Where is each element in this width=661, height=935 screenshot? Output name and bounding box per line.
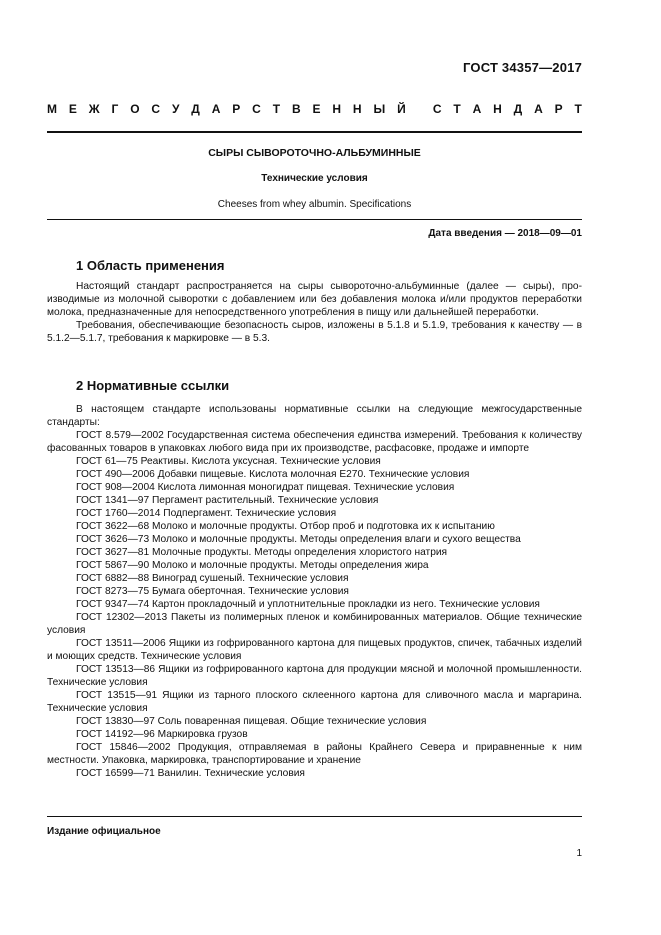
- banner-letter: А: [472, 102, 482, 116]
- document-title: СЫРЫ СЫВОРОТОЧНО-АЛЬБУМИННЫЕ: [208, 147, 421, 159]
- banner-letter: М: [47, 102, 57, 116]
- reference-item: ГОСТ 3626—73 Молоко и молочные продукты. Методы определения влаги и сухого вещества: [76, 534, 521, 545]
- banner-letter: С: [252, 102, 261, 116]
- reference-item: ГОСТ 5867—90 Молоко и молочные продукты. Методы определения жира: [76, 560, 429, 571]
- reference-item: ГОСТ 14192—96 Маркировка грузов: [76, 729, 248, 740]
- banner-letter: Г: [111, 102, 119, 116]
- paragraph: Настоящий стандарт распространяется на сыры сывороточно-альбуминные (далее — сыры), производимые из молочной сыворотки с добавлением или без добавления молока и/или продуктов переработки молока, предназначенные для непосредственного употребления в пищу или дальнейшей переработки.: [47, 281, 582, 318]
- footer-rule: [47, 816, 582, 817]
- banner-letter: С: [432, 102, 442, 116]
- reference-item: ГОСТ 13830—97 Соль поваренная пищевая. Общие технические условия: [76, 716, 427, 727]
- banner-letter: Н: [332, 102, 342, 116]
- reference-item: ГОСТ 1341—97 Пергамент растительный. Технические условия: [76, 495, 379, 506]
- section-2-body: [47, 403, 582, 780]
- banner-letter: Р: [554, 102, 563, 116]
- banner-letter: А: [534, 102, 543, 116]
- reference-item: ГОСТ 15846—2002 Продукция, отправляемая в районы Крайнего Севера и приравненные к ним местности. Упаковка, маркировка, транспортирование и хранение: [47, 742, 582, 766]
- banner-letter: Д: [513, 102, 523, 116]
- banner-letter: Р: [232, 102, 241, 116]
- gost-number: ГОСТ 34357—2017: [463, 60, 582, 75]
- banner-letter: Т: [453, 102, 461, 116]
- header-rule: [47, 131, 582, 133]
- reference-item: ГОСТ 9347—74 Картон прокладочный и уплотнительные прокладки из него. Технические условия: [76, 599, 540, 610]
- reference-item: ГОСТ 16599—71 Ванилин. Технические условия: [76, 768, 305, 779]
- banner-letter: У: [171, 102, 180, 116]
- banner-letter: Ж: [88, 102, 100, 116]
- banner-letter: Е: [68, 102, 77, 116]
- reference-item: ГОСТ 12302—2013 Пакеты из полимерных пленок и комбинированных материалов. Общие технические условия: [47, 612, 582, 636]
- title-rule: [47, 219, 582, 220]
- reference-item: ГОСТ 13513—86 Ящики из гофрированного картона для продукции мясной и молочной промышленности. Технические условия: [47, 664, 582, 688]
- banner-letter: А: [211, 102, 221, 116]
- reference-item: ГОСТ 490—2006 Добавки пищевые. Кислота молочная Е270. Технические условия: [76, 469, 470, 480]
- banner-letter: [418, 102, 421, 116]
- banner-letter: Т: [272, 102, 281, 116]
- banner-letter: Й: [397, 102, 406, 116]
- reference-item: ГОСТ 8.579—2002 Государственная система обеспечения единства измерений. Требования к количеству фасованных товаров в упаковках любого вида при их производстве, расфасовке, продаже и импорте: [47, 430, 582, 454]
- page-number: 1: [576, 848, 582, 859]
- reference-item: ГОСТ 3627—81 Молочные продукты. Методы определения хлористого натрия: [76, 547, 448, 558]
- english-title: Cheeses from whey albumin. Specifications: [217, 199, 412, 210]
- official-edition-label: Издание официальное: [47, 826, 161, 837]
- reference-item: ГОСТ 13511—2006 Ящики из гофрированного картона для пищевых продуктов, спичек, табачных изделий и моющих средств. Технические условия: [47, 638, 582, 662]
- reference-item: ГОСТ 13515—91 Ящики из тарного плоского склеенного картона для сливочного масла и маргарина. Технические условия: [47, 690, 582, 714]
- banner-letter: Ы: [373, 102, 386, 116]
- reference-item: ГОСТ 8273—75 Бумага оберточная. Технические условия: [76, 586, 349, 597]
- banner-letter: С: [151, 102, 161, 116]
- section-2-heading: 2 Нормативные ссылки: [76, 378, 230, 393]
- section-1-heading: 1 Область применения: [76, 258, 225, 273]
- banner-letter: Т: [574, 102, 582, 116]
- banner-letter: Е: [312, 102, 321, 116]
- interstate-standard-banner: [47, 102, 582, 116]
- section-1-body: [47, 280, 582, 345]
- paragraph: В настоящем стандарте использованы нормативные ссылки на следующие межгосударственные стандарты:: [47, 404, 582, 428]
- banner-letter: Н: [352, 102, 362, 116]
- banner-letter: О: [130, 102, 140, 116]
- reference-item: ГОСТ 6882—88 Виноград сушеный. Технические условия: [76, 573, 349, 584]
- reference-item: ГОСТ 3622—68 Молоко и молочные продукты. Отбор проб и подготовка их к испытанию: [76, 521, 495, 532]
- banner-letter: Н: [493, 102, 502, 116]
- reference-item: ГОСТ 1760—2014 Подпергамент. Технические условия: [76, 508, 337, 519]
- reference-item: ГОСТ 61—75 Реактивы. Кислота уксусная. Технические условия: [76, 456, 381, 467]
- banner-letter: Д: [191, 102, 200, 116]
- paragraph: Требования, обеспечивающие безопасность сыров, изложены в 5.1.8 и 5.1.9, требования к качеству — в 5.1.2—5.1.7, требования к маркировке — в 5.3.: [47, 320, 582, 344]
- reference-item: ГОСТ 908—2004 Кислота лимонная моногидрат пищевая. Технические условия: [76, 482, 455, 493]
- banner-letter: В: [291, 102, 301, 116]
- document-subtitle: Технические условия: [261, 173, 368, 184]
- introduction-date: Дата введения — 2018—09—01: [428, 228, 582, 239]
